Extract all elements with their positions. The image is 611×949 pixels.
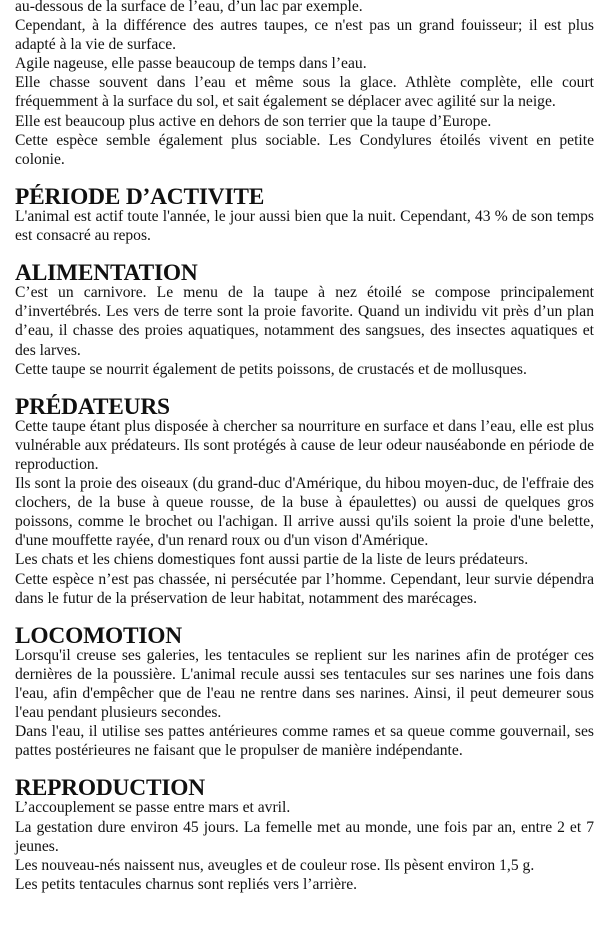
paragraph: L'animal est actif toute l'année, le jour aussi bien que la nuit. Cependant, 43 % de son temps est consacré au repos. (15, 207, 594, 245)
section-reproduction (15, 775, 594, 894)
paragraph: Cette espèce n’est pas chassée, ni persécutée par l’homme. Cependant, leur survie dépendra dans le futur de la préservation de leur habitat, notamment des marécages. (15, 570, 594, 607)
section-heading: PÉRIODE D’ACTIVITE (15, 183, 265, 210)
paragraph: Les petits tentacules charnus sont repliés vers l’arrière. (15, 875, 358, 893)
section-heading: REPRODUCTION (15, 775, 205, 802)
section-alimentation (15, 260, 594, 379)
paragraph: C’est un carnivore. Le menu de la taupe à nez étoilé se compose principalement d’invertébrés. Les vers de terre sont la proie favorite. Quand un individu vit près d’un plan d’eau, il chasse des proies aquatiques, notamment des sangsues, des insectes aquatiques et des larves. (15, 284, 594, 359)
section-heading: LOCOMOTION (15, 622, 182, 649)
section-predateurs (15, 393, 594, 608)
paragraph: Les chats et les chiens domestiques font aussi partie de la liste de leurs prédateurs. (15, 551, 529, 569)
section-intro (15, 0, 594, 169)
paragraph: La gestation dure environ 45 jours. La femelle met au monde, une fois par an, entre 2 et 7 jeunes. (15, 818, 594, 855)
paragraph: Les nouveau-nés naissent nus, aveugles et de couleur rose. Ils pèsent environ 1,5 g. (15, 856, 535, 874)
paragraph: Cependant, à la différence des autres taupes, ce n'est pas un grand fouisseur; il est plus adapté à la vie de surface. (15, 17, 594, 54)
paragraph: Ils sont la proie des oiseaux (du grand-duc d'Amérique, du hibou moyen-duc, de l'effraie des clochers, de la buse à queue rousse, de la buse à épaulettes) ou aussi de quelques gros poissons, comme le brochet ou l'achigan. Il arrive aussi qu'ils soient la proie d'une belette, d'une mouffette rayée, d'un renard roux ou d'un vison d'Amérique. (15, 475, 594, 550)
paragraph: Cette taupe étant plus disposée à chercher sa nourriture en surface et dans l’eau, elle est plus vulnérable aux prédateurs. Ils sont protégés à cause de leur odeur nauséabonde en période de reproduction. (15, 417, 594, 473)
paragraph: Cette taupe se nourrit également de petits poissons, de crustacés et de mollusques. (15, 360, 527, 378)
paragraph: Dans l'eau, il utilise ses pattes antérieures comme rames et sa queue comme gouvernail, ses pattes postérieures ne faisant que le propulser de manière indépendante. (15, 723, 594, 760)
paragraph: au-dessous de la surface de l’eau, d’un lac par exemple. (15, 0, 363, 15)
section-heading: ALIMENTATION (15, 260, 198, 287)
paragraph: Elle est beaucoup plus active en dehors de son terrier que la taupe d’Europe. (15, 112, 492, 130)
section-locomotion (15, 622, 594, 761)
paragraph: Cette espèce semble également plus sociable. Les Condylures étoilés vivent en petite colonie. (15, 131, 594, 168)
section-periode-activite (15, 183, 594, 245)
paragraph: Lorsqu'il creuse ses galeries, les tentacules se replient sur les narines afin de protéger ces dernières de la poussière. L'animal recule aussi ses tentacules sur ses narines une fois dans l'eau, afin d'empêcher que de l'eau ne rentre dans ses narines. Ainsi, il peut demeurer sous l'eau pendant plusieurs secondes. (15, 646, 594, 722)
section-heading: PRÉDATEURS (15, 393, 170, 420)
paragraph: Elle chasse souvent dans l’eau et même sous la glace. Athlète complète, elle court fréquemment à la surface du sol, et sait également se déplacer avec agilité sur la neige. (15, 74, 594, 111)
paragraph: Agile nageuse, elle passe beaucoup de temps dans l’eau. (15, 55, 367, 73)
paragraph: L’accouplement se passe entre mars et avril. (15, 799, 291, 817)
